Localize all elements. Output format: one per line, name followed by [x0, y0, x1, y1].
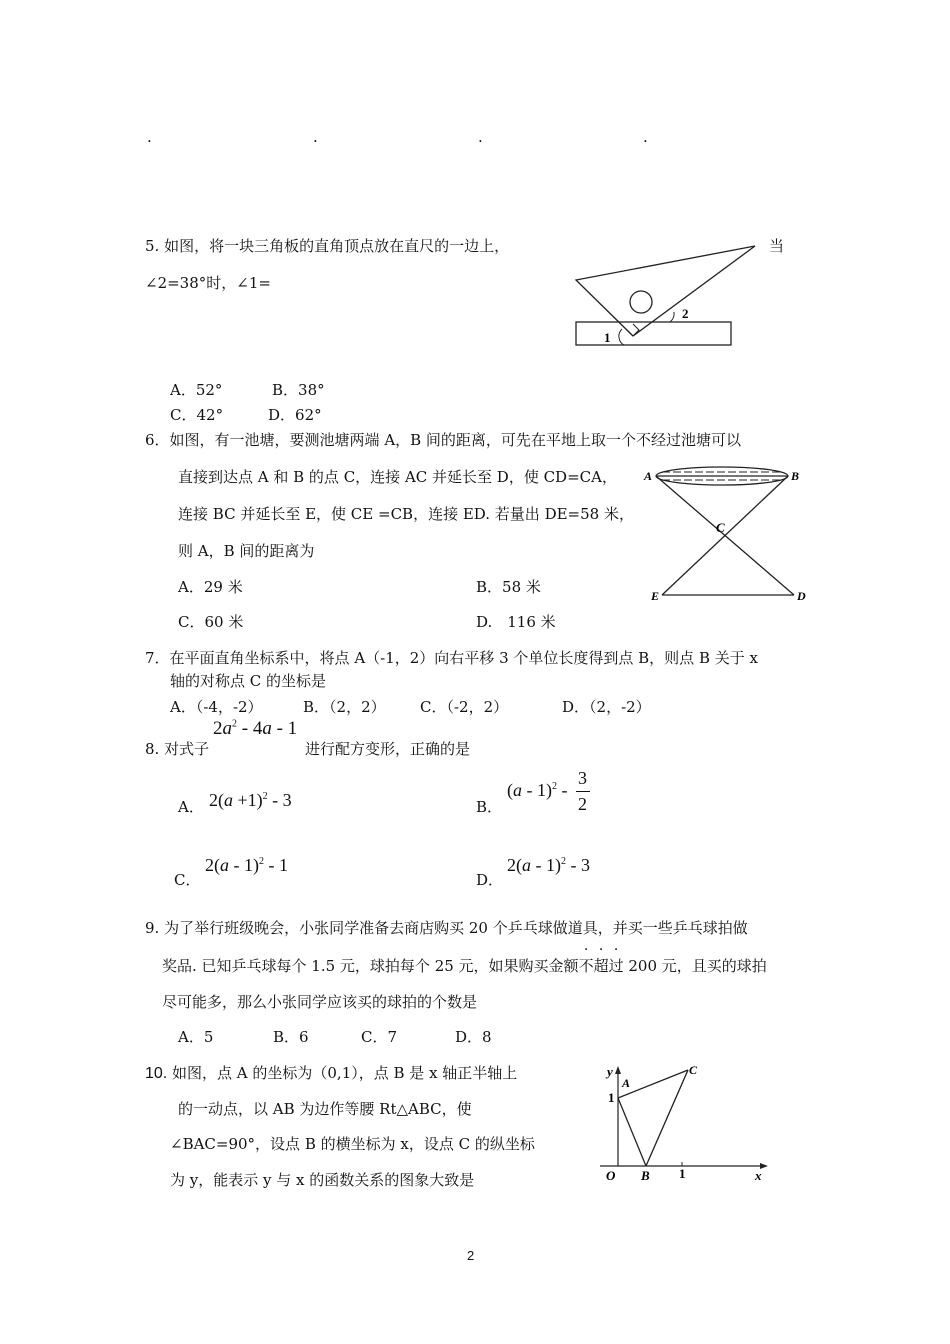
q6-line4: 则 A，B 间的距离为 [178, 542, 315, 560]
q6-option-d: D. 116 米 [476, 613, 556, 631]
q8-option-d-label: D． [476, 871, 504, 889]
triangle-hole [630, 291, 652, 313]
q8-option-a-formula: $2(a +1)^2 - 3$ [209, 790, 292, 810]
point-C-label: C [689, 1063, 698, 1077]
q9-option-c: C．7 [361, 1028, 398, 1046]
q8-option-c-label: C． [174, 871, 201, 889]
point-B-label: B [791, 469, 800, 483]
q7-option-c: C．（-2，2） [420, 698, 509, 716]
q6-line1: 6．如图，有一池塘，要测池塘两端 A，B 间的距离，可先在平地上取一个不经过池塘可以 [145, 431, 741, 449]
point-A-label: A [622, 1076, 631, 1090]
x-one-label: 1 [679, 1166, 686, 1181]
q6-option-a: A．29 米 [178, 578, 243, 596]
q8-option-c-formula: 2(a - 1)$^2$ - 1 [205, 855, 288, 875]
q8-option-d-formula: 2(a - 1)$^2$ - 3 [507, 855, 590, 875]
q8-prefix: 8. 对式子 [145, 740, 210, 758]
point-D-label: D [797, 589, 806, 603]
q5-option-c: C．42° [170, 406, 224, 424]
q7-option-a: A．（-4，-2） [170, 698, 263, 716]
q10-line3: ∠BAC=90°，设点 B 的横坐标为 x，设点 C 的纵坐标 [170, 1135, 535, 1153]
header-dot: . [643, 128, 648, 146]
coordinate-figure [596, 1058, 771, 1186]
q8-fraction-bar [576, 791, 590, 792]
header-dot: . [147, 128, 152, 146]
q6-line2: 直接到达点 A 和 B 的点 C，连接 AC 并延长至 D，使 CD=CA， [178, 468, 617, 486]
q9-option-d: D．8 [455, 1028, 492, 1046]
y-one-label: 1 [608, 1090, 615, 1105]
q9-line3: 尽可能多，那么小张同学应该买的球拍的个数是 [162, 993, 478, 1011]
q10-line1-text: 如图，点 A 的坐标为（0,1），点 B 是 x 轴正半轴上 [167, 1064, 518, 1082]
origin-label: O [606, 1168, 616, 1183]
q8-option-b-label: B． [476, 798, 503, 816]
q10-line2: 的一动点，以 AB 为边作等腰 Rt△ABC，使 [178, 1100, 472, 1118]
q6-option-c: C．60 米 [178, 613, 244, 631]
q8-option-a-label: A． [178, 798, 204, 816]
q5-option-b: B．38° [272, 381, 325, 399]
ruler-shape [576, 322, 731, 345]
q6-line3: 连接 BC 并延长至 E，使 CE =CB，连接 ED. 若量出 DE=58 米， [178, 505, 634, 523]
ruler-triangle-figure [570, 238, 765, 353]
y-axis-label: y [607, 1064, 613, 1079]
q9-emphasis: 不超过 [578, 957, 624, 975]
pond-figure [642, 458, 812, 606]
q9-option-a: A．5 [178, 1028, 214, 1046]
angle-2-label: 2 [682, 306, 689, 321]
q5-line1: 5. 如图，将一块三角板的直角顶点放在直尺的一边上， [145, 237, 510, 255]
q10-number: 10. [145, 1065, 168, 1082]
angle-1-label: 1 [604, 330, 611, 345]
q7-option-b: B．（2，2） [303, 698, 386, 716]
point-A-label: A [644, 469, 653, 483]
q9-line2-tail: 200 元，且买的球拍 [623, 957, 767, 975]
q7-option-d: D．（2，-2） [562, 698, 651, 716]
q8-option-b-formula: (a - 1)$^2$ - [507, 780, 568, 800]
page-number: 2 [467, 1248, 475, 1263]
q8-expression: $2a^2 - 4a - 1$ [213, 718, 298, 739]
q9-line2 [162, 955, 767, 976]
q5-option-a: A．52° [170, 381, 223, 399]
q10-line4: 为 y，能表示 y 与 x 的函数关系的图象大致是 [170, 1171, 475, 1189]
q9-line1: 9. 为了举行班级晚会，小张同学准备去商店购买 20 个乒乓球做道具，并买一些乒乓球拍做 [145, 919, 748, 937]
point-E-label: E [651, 589, 660, 603]
q7-line1: 7．在平面直角坐标系中，将点 A（-1，2）向右平移 3 个单位长度得到点 B，则点 B 关于 x [145, 649, 758, 667]
q5-line1-end: 当 [769, 237, 785, 255]
q8-option-b-numerator: 3 [578, 768, 587, 788]
q8-suffix: 进行配方变形，正确的是 [305, 740, 471, 758]
q5-option-d: D．62° [268, 406, 322, 424]
q10-line1 [145, 1062, 517, 1083]
q5-line2: ∠2=38°时，∠1= [145, 274, 271, 292]
header-dot: . [478, 128, 483, 146]
q8-option-b-denominator: 2 [578, 794, 587, 814]
q6-option-b: B．58 米 [476, 578, 541, 596]
header-dot: . [313, 128, 318, 146]
point-B-label: B [641, 1168, 650, 1183]
q9-line2-text: 奖品. 已知乒乓球每个 1.5 元，球拍每个 25 元，如果购买金额 [162, 957, 579, 975]
x-axis-label: x [755, 1168, 762, 1183]
q9-option-b: B．6 [273, 1028, 309, 1046]
q7-line2: 轴的对称点 C 的坐标是 [170, 672, 327, 690]
point-C-label: C [716, 520, 725, 535]
